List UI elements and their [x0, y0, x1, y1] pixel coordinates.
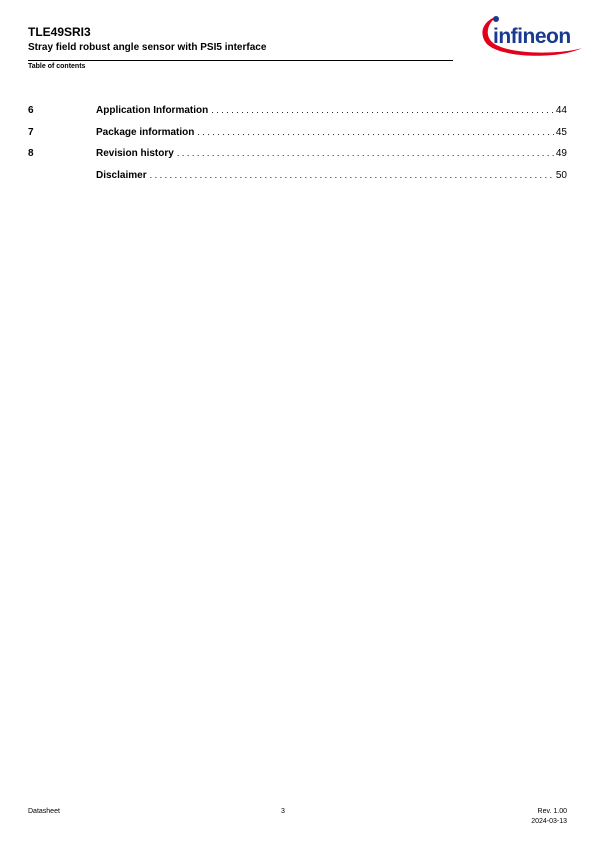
toc-entry[interactable] [28, 168, 567, 190]
footer-revision-block [531, 807, 567, 827]
toc-entry-title[interactable]: Disclaimer [96, 169, 147, 181]
toc-dot-leader [211, 103, 554, 117]
section-label: Table of contents [28, 63, 86, 70]
header-divider [28, 60, 453, 61]
toc-entry[interactable] [28, 125, 567, 147]
document-header [28, 25, 453, 54]
table-of-contents [28, 103, 567, 189]
toc-entry-number: 7 [28, 126, 34, 138]
toc-dot-leader [177, 146, 554, 160]
infineon-logo [478, 10, 586, 60]
toc-entry-page[interactable]: 44 [555, 105, 567, 116]
logo-wordmark: infineon [493, 25, 571, 48]
toc-entry-number: 8 [28, 148, 34, 159]
logo-dot [493, 16, 499, 22]
footer-document-type: Datasheet [28, 808, 60, 815]
document-subtitle: Stray field robust angle sensor with PSI5 interface [28, 42, 267, 53]
toc-entry[interactable] [28, 146, 567, 168]
toc-dot-leader [150, 168, 554, 182]
toc-entry[interactable] [28, 103, 567, 125]
toc-entry-title[interactable]: Package information [96, 126, 195, 138]
footer-page-number: 3 [281, 808, 285, 815]
footer-revision: Rev. 1.00 [537, 808, 567, 815]
toc-entry-title[interactable]: Application Information [96, 105, 209, 116]
footer-date: 2024-03-13 [531, 818, 567, 825]
toc-entry-page[interactable]: 45 [555, 126, 567, 138]
toc-entry-page[interactable]: 49 [555, 148, 567, 159]
toc-entry-number: 6 [28, 105, 34, 116]
document-title: TLE49SRI3 [28, 25, 91, 39]
toc-entry-page[interactable]: 50 [555, 169, 567, 181]
toc-entry-title[interactable]: Revision history [96, 148, 174, 159]
toc-dot-leader [197, 125, 554, 139]
